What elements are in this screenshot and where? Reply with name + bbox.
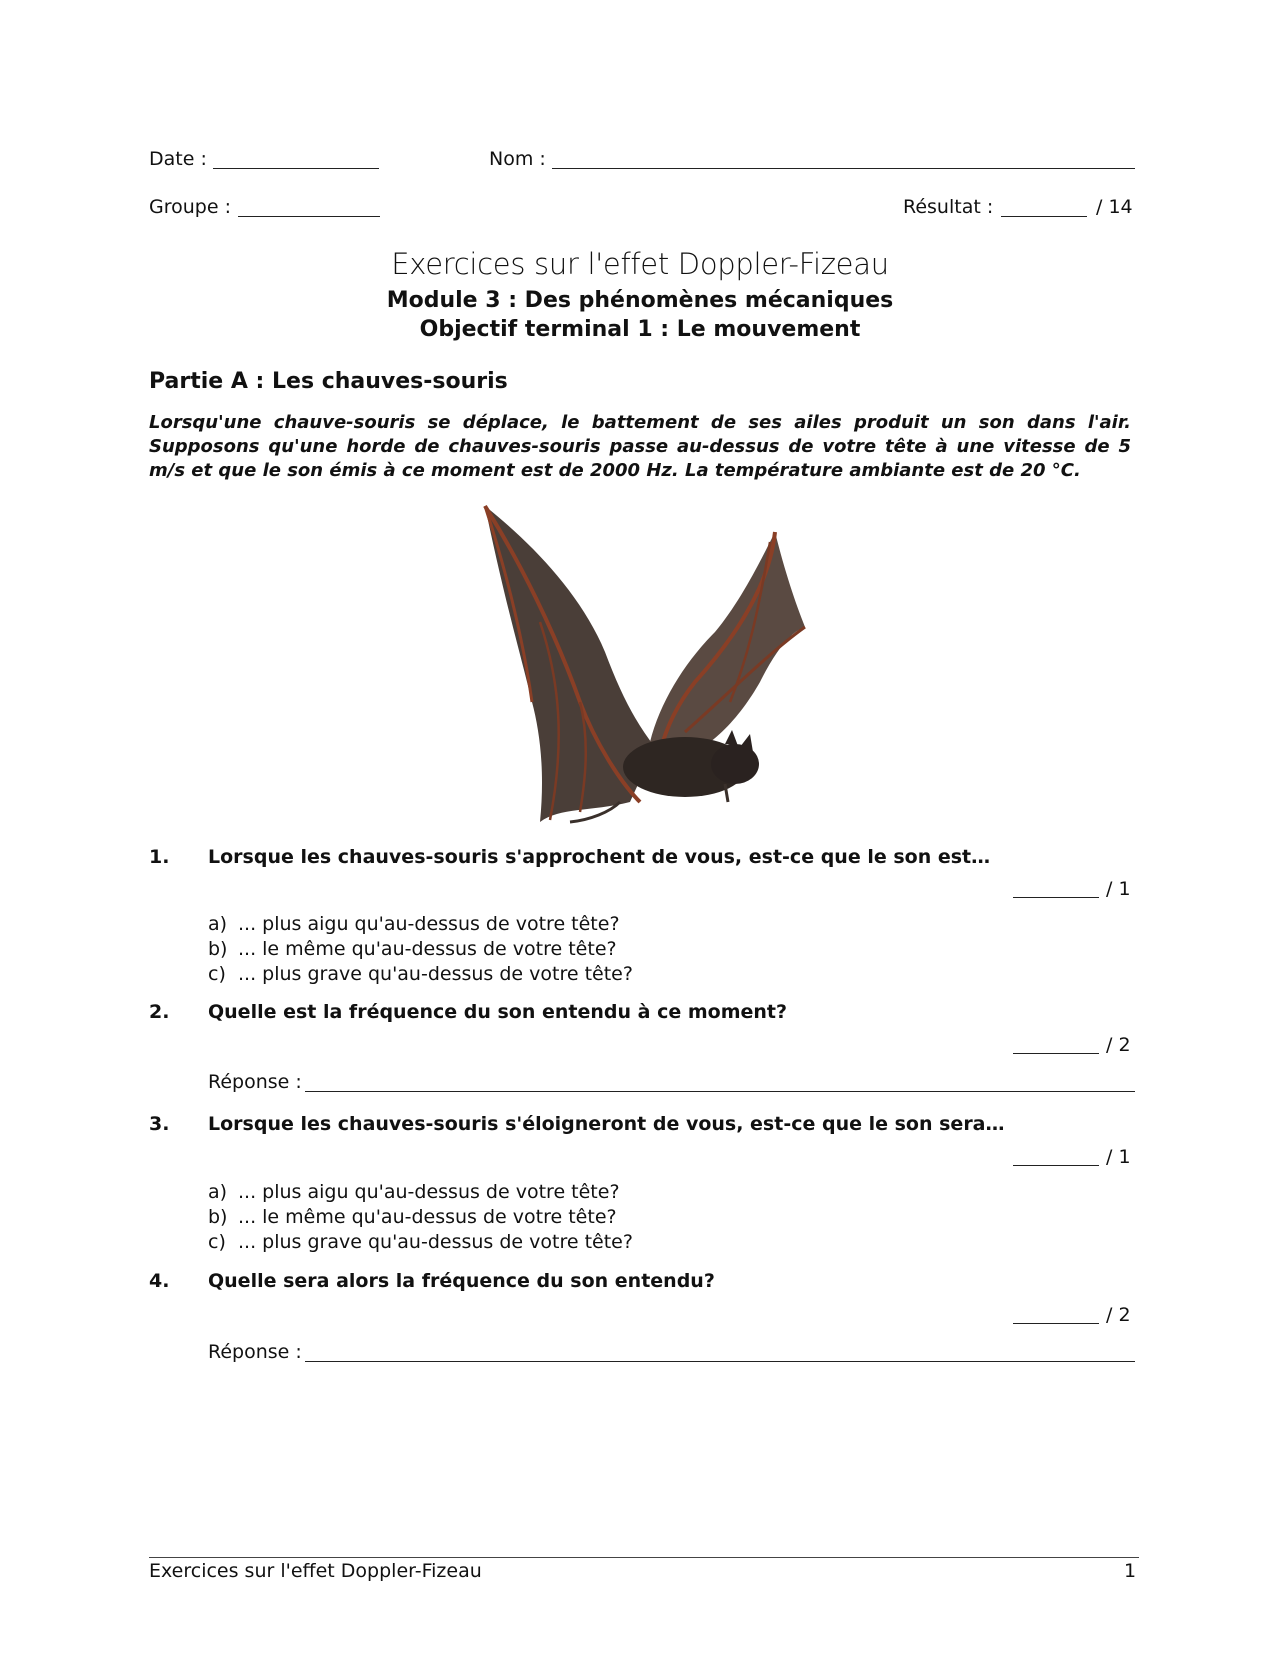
resultat-label: Résultat : bbox=[903, 196, 994, 218]
option-b[interactable]: b) ... le même qu'au-dessus de votre tête? bbox=[208, 938, 617, 960]
module-subtitle: Module 3 : Des phénomènes mécaniques bbox=[386, 288, 894, 313]
option-c[interactable]: c) ... plus grave qu'au-dessus de votre tête? bbox=[208, 963, 633, 985]
bat-illustration bbox=[470, 502, 820, 842]
question-3-score: / 1 bbox=[1106, 1146, 1131, 1168]
question-4-answer-field[interactable] bbox=[305, 1361, 1135, 1362]
question-4-text: Quelle sera alors la fréquence du son entendu? bbox=[208, 1270, 715, 1292]
bat-icon bbox=[470, 502, 820, 842]
question-4-answer-label: Réponse : bbox=[208, 1341, 302, 1363]
question-2-score: / 2 bbox=[1106, 1034, 1131, 1056]
question-2-text: Quelle est la fréquence du son entendu à ce moment? bbox=[208, 1001, 788, 1023]
page-title: Exercices sur l'effet Doppler-Fizeau bbox=[391, 247, 889, 281]
question-1-score-field[interactable] bbox=[1013, 897, 1099, 898]
footer-title: Exercices sur l'effet Doppler-Fizeau bbox=[149, 1560, 482, 1582]
option-a[interactable]: a) ... plus aigu qu'au-dessus de votre tête? bbox=[208, 913, 620, 935]
question-2-answer-label: Réponse : bbox=[208, 1071, 302, 1093]
question-4-score-field[interactable] bbox=[1013, 1323, 1099, 1324]
page-number: 1 bbox=[1124, 1560, 1137, 1582]
date-field[interactable] bbox=[213, 168, 379, 169]
question-1-text: Lorsque les chauves-souris s'approchent de vous, est-ce que le son est… bbox=[208, 846, 991, 868]
section-intro: Lorsqu'une chauve-souris se déplace, le battement de ses ailes produit un son dans l'air. Supposons qu'une horde de chauves-souris passe au-dessus de votre tête à une vitesse de 5 m/s et que le son émis à ce moment est de 2000 Hz. La température ambiante est de 20 °C. bbox=[149, 412, 1131, 481]
question-1-score: / 1 bbox=[1106, 878, 1131, 900]
groupe-field[interactable] bbox=[238, 216, 380, 217]
resultat-field[interactable] bbox=[1001, 216, 1087, 217]
option-a[interactable]: a) ... plus aigu qu'au-dessus de votre tête? bbox=[208, 1181, 620, 1203]
question-3-options bbox=[208, 1180, 633, 1255]
nom-field[interactable] bbox=[552, 168, 1135, 169]
resultat-total: / 14 bbox=[1096, 196, 1133, 218]
question-3-text: Lorsque les chauves-souris s'éloigneront de vous, est-ce que le son sera… bbox=[208, 1113, 1005, 1135]
objective-subtitle: Objectif terminal 1 : Le mouvement bbox=[419, 317, 861, 342]
groupe-label: Groupe : bbox=[149, 196, 231, 218]
date-label: Date : bbox=[149, 148, 207, 170]
question-3-score-field[interactable] bbox=[1013, 1165, 1099, 1166]
footer-rule bbox=[149, 1557, 1139, 1558]
option-b[interactable]: b) ... le même qu'au-dessus de votre tête? bbox=[208, 1206, 617, 1228]
nom-label: Nom : bbox=[489, 148, 546, 170]
question-3-number: 3. bbox=[149, 1113, 170, 1135]
question-2-number: 2. bbox=[149, 1001, 170, 1023]
question-2-score-field[interactable] bbox=[1013, 1053, 1099, 1054]
question-1-options bbox=[208, 912, 633, 987]
question-1-number: 1. bbox=[149, 846, 170, 868]
question-4-score: / 2 bbox=[1106, 1304, 1131, 1326]
question-4-number: 4. bbox=[149, 1270, 170, 1292]
question-2-answer-field[interactable] bbox=[305, 1091, 1135, 1092]
section-title: Partie A : Les chauves-souris bbox=[149, 369, 508, 394]
option-c[interactable]: c) ... plus grave qu'au-dessus de votre tête? bbox=[208, 1231, 633, 1253]
